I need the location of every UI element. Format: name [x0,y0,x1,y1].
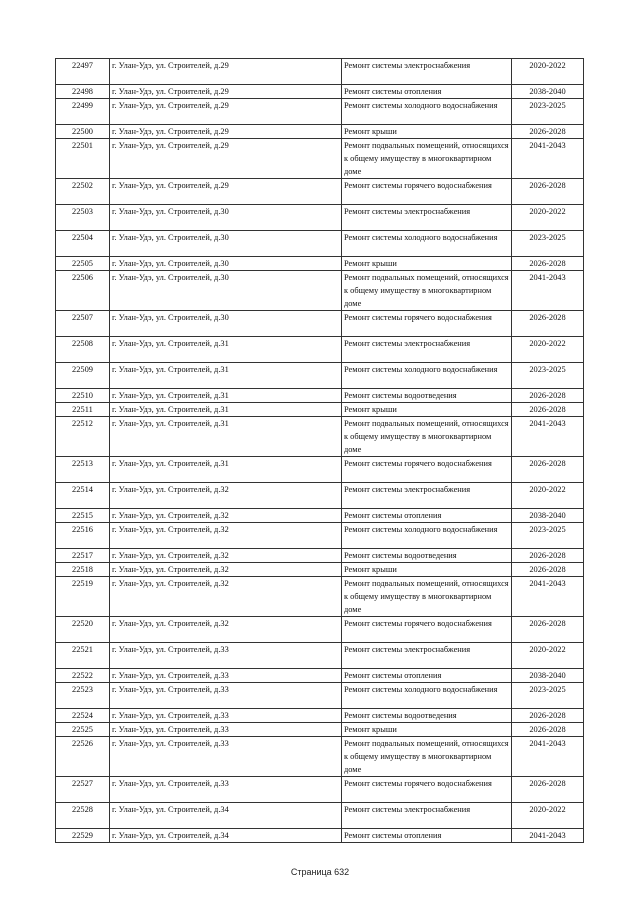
row-address: г. Улан-Удэ, ул. Строителей, д.30 [110,271,342,311]
table-row [56,723,584,737]
row-number: 22526 [56,737,110,777]
row-period: 2041-2043 [512,417,584,457]
row-address: г. Улан-Удэ, ул. Строителей, д.29 [110,99,342,125]
row-work-type: Ремонт системы отопления [342,829,512,843]
table-row [56,257,584,271]
row-address: г. Улан-Удэ, ул. Строителей, д.31 [110,363,342,389]
row-work-type: Ремонт системы горячего водоснабжения [342,179,512,205]
row-period: 2020-2022 [512,59,584,85]
row-work-type: Ремонт системы отопления [342,669,512,683]
row-period: 2026-2028 [512,723,584,737]
row-work-type: Ремонт системы электроснабжения [342,643,512,669]
row-address: г. Улан-Удэ, ул. Строителей, д.32 [110,509,342,523]
row-period: 2038-2040 [512,669,584,683]
row-work-type: Ремонт системы водоотведения [342,549,512,563]
row-number: 22507 [56,311,110,337]
row-period: 2041-2043 [512,737,584,777]
row-period: 2026-2028 [512,311,584,337]
row-number: 22503 [56,205,110,231]
row-address: г. Улан-Удэ, ул. Строителей, д.32 [110,549,342,563]
row-period: 2023-2025 [512,683,584,709]
row-number: 22523 [56,683,110,709]
row-address: г. Улан-Удэ, ул. Строителей, д.33 [110,683,342,709]
row-address: г. Улан-Удэ, ул. Строителей, д.30 [110,205,342,231]
row-period: 2020-2022 [512,205,584,231]
row-number: 22511 [56,403,110,417]
table-body [56,59,584,843]
table-row [56,403,584,417]
row-address: г. Улан-Удэ, ул. Строителей, д.34 [110,829,342,843]
row-period: 2026-2028 [512,617,584,643]
row-address: г. Улан-Удэ, ул. Строителей, д.32 [110,523,342,549]
row-number: 22525 [56,723,110,737]
row-address: г. Улан-Удэ, ул. Строителей, д.30 [110,257,342,271]
row-work-type: Ремонт системы холодного водоснабжения [342,683,512,709]
table-row [56,363,584,389]
table-row [56,125,584,139]
table-row [56,205,584,231]
row-address: г. Улан-Удэ, ул. Строителей, д.33 [110,709,342,723]
row-number: 22501 [56,139,110,179]
table-row [56,457,584,483]
row-number: 22521 [56,643,110,669]
row-number: 22524 [56,709,110,723]
row-number: 22498 [56,85,110,99]
capital-repair-table [55,58,584,843]
row-period: 2026-2028 [512,563,584,577]
row-number: 22512 [56,417,110,457]
table-row [56,417,584,457]
row-period: 2026-2028 [512,389,584,403]
row-work-type: Ремонт системы электроснабжения [342,483,512,509]
row-period: 2041-2043 [512,271,584,311]
row-period: 2041-2043 [512,139,584,179]
row-number: 22497 [56,59,110,85]
row-work-type: Ремонт крыши [342,563,512,577]
row-address: г. Улан-Удэ, ул. Строителей, д.29 [110,85,342,99]
table-row [56,231,584,257]
row-period: 2041-2043 [512,577,584,617]
table-row [56,337,584,363]
row-work-type: Ремонт подвальных помещений, относящихся к общему имуществу в многоквартирном доме [342,737,512,777]
row-number: 22522 [56,669,110,683]
row-period: 2026-2028 [512,549,584,563]
table-row [56,59,584,85]
table-row [56,271,584,311]
row-work-type: Ремонт системы холодного водоснабжения [342,523,512,549]
row-work-type: Ремонт системы отопления [342,509,512,523]
table-row [56,669,584,683]
row-address: г. Улан-Удэ, ул. Строителей, д.31 [110,403,342,417]
row-address: г. Улан-Удэ, ул. Строителей, д.34 [110,803,342,829]
row-period: 2026-2028 [512,125,584,139]
row-work-type: Ремонт подвальных помещений, относящихся к общему имуществу в многоквартирном доме [342,577,512,617]
row-number: 22505 [56,257,110,271]
row-address: г. Улан-Удэ, ул. Строителей, д.31 [110,457,342,483]
table-row [56,563,584,577]
row-work-type: Ремонт системы водоотведения [342,709,512,723]
row-number: 22499 [56,99,110,125]
row-address: г. Улан-Удэ, ул. Строителей, д.32 [110,483,342,509]
row-address: г. Улан-Удэ, ул. Строителей, д.33 [110,723,342,737]
table-row [56,85,584,99]
row-number: 22518 [56,563,110,577]
row-address: г. Улан-Удэ, ул. Строителей, д.33 [110,669,342,683]
row-work-type: Ремонт крыши [342,723,512,737]
row-period: 2041-2043 [512,829,584,843]
row-number: 22508 [56,337,110,363]
row-work-type: Ремонт крыши [342,257,512,271]
row-period: 2038-2040 [512,85,584,99]
row-period: 2026-2028 [512,179,584,205]
row-number: 22517 [56,549,110,563]
row-period: 2023-2025 [512,99,584,125]
row-number: 22500 [56,125,110,139]
row-period: 2020-2022 [512,337,584,363]
row-address: г. Улан-Удэ, ул. Строителей, д.33 [110,737,342,777]
row-work-type: Ремонт системы горячего водоснабжения [342,311,512,337]
row-number: 22502 [56,179,110,205]
page-number: Страница 632 [290,867,350,877]
row-address: г. Улан-Удэ, ул. Строителей, д.32 [110,577,342,617]
row-work-type: Ремонт крыши [342,403,512,417]
row-work-type: Ремонт системы холодного водоснабжения [342,231,512,257]
row-work-type: Ремонт системы холодного водоснабжения [342,363,512,389]
row-work-type: Ремонт системы электроснабжения [342,803,512,829]
row-period: 2026-2028 [512,257,584,271]
row-number: 22514 [56,483,110,509]
row-address: г. Улан-Удэ, ул. Строителей, д.31 [110,389,342,403]
row-period: 2026-2028 [512,777,584,803]
table-row [56,577,584,617]
row-address: г. Улан-Удэ, ул. Строителей, д.31 [110,417,342,457]
row-address: г. Улан-Удэ, ул. Строителей, д.33 [110,643,342,669]
row-address: г. Улан-Удэ, ул. Строителей, д.32 [110,617,342,643]
row-period: 2023-2025 [512,231,584,257]
row-period: 2026-2028 [512,457,584,483]
row-work-type: Ремонт системы горячего водоснабжения [342,617,512,643]
row-address: г. Улан-Удэ, ул. Строителей, д.29 [110,179,342,205]
row-number: 22529 [56,829,110,843]
row-period: 2020-2022 [512,643,584,669]
table-row [56,829,584,843]
row-address: г. Улан-Удэ, ул. Строителей, д.30 [110,231,342,257]
row-period: 2023-2025 [512,523,584,549]
row-number: 22520 [56,617,110,643]
row-number: 22519 [56,577,110,617]
row-number: 22516 [56,523,110,549]
table-row [56,617,584,643]
row-work-type: Ремонт системы электроснабжения [342,337,512,363]
row-work-type: Ремонт подвальных помещений, относящихся к общему имуществу в многоквартирном доме [342,417,512,457]
table-row [56,311,584,337]
row-period: 2026-2028 [512,403,584,417]
row-work-type: Ремонт крыши [342,125,512,139]
row-work-type: Ремонт системы горячего водоснабжения [342,777,512,803]
row-address: г. Улан-Удэ, ул. Строителей, д.29 [110,125,342,139]
row-address: г. Улан-Удэ, ул. Строителей, д.33 [110,777,342,803]
row-address: г. Улан-Удэ, ул. Строителей, д.32 [110,563,342,577]
row-number: 22513 [56,457,110,483]
table-row [56,523,584,549]
row-period: 2023-2025 [512,363,584,389]
row-period: 2020-2022 [512,483,584,509]
table-row [56,99,584,125]
table-row [56,389,584,403]
row-address: г. Улан-Удэ, ул. Строителей, д.29 [110,139,342,179]
row-work-type: Ремонт системы холодного водоснабжения [342,99,512,125]
table-row [56,683,584,709]
row-number: 22504 [56,231,110,257]
row-number: 22515 [56,509,110,523]
row-address: г. Улан-Удэ, ул. Строителей, д.29 [110,59,342,85]
table-row [56,737,584,777]
row-work-type: Ремонт системы отопления [342,85,512,99]
row-work-type: Ремонт системы электроснабжения [342,205,512,231]
row-number: 22528 [56,803,110,829]
row-work-type: Ремонт системы горячего водоснабжения [342,457,512,483]
row-number: 22510 [56,389,110,403]
table-row [56,483,584,509]
table-row [56,139,584,179]
row-number: 22527 [56,777,110,803]
row-period: 2038-2040 [512,509,584,523]
row-number: 22509 [56,363,110,389]
row-number: 22506 [56,271,110,311]
table-row [56,777,584,803]
row-address: г. Улан-Удэ, ул. Строителей, д.30 [110,311,342,337]
row-period: 2026-2028 [512,709,584,723]
row-address: г. Улан-Удэ, ул. Строителей, д.31 [110,337,342,363]
row-work-type: Ремонт подвальных помещений, относящихся к общему имуществу в многоквартирном доме [342,139,512,179]
table-row [56,643,584,669]
table-row [56,709,584,723]
row-work-type: Ремонт подвальных помещений, относящихся к общему имуществу в многоквартирном доме [342,271,512,311]
table-row [56,509,584,523]
table-row [56,549,584,563]
row-work-type: Ремонт системы электроснабжения [342,59,512,85]
table-row [56,803,584,829]
row-work-type: Ремонт системы водоотведения [342,389,512,403]
row-period: 2020-2022 [512,803,584,829]
table-row [56,179,584,205]
